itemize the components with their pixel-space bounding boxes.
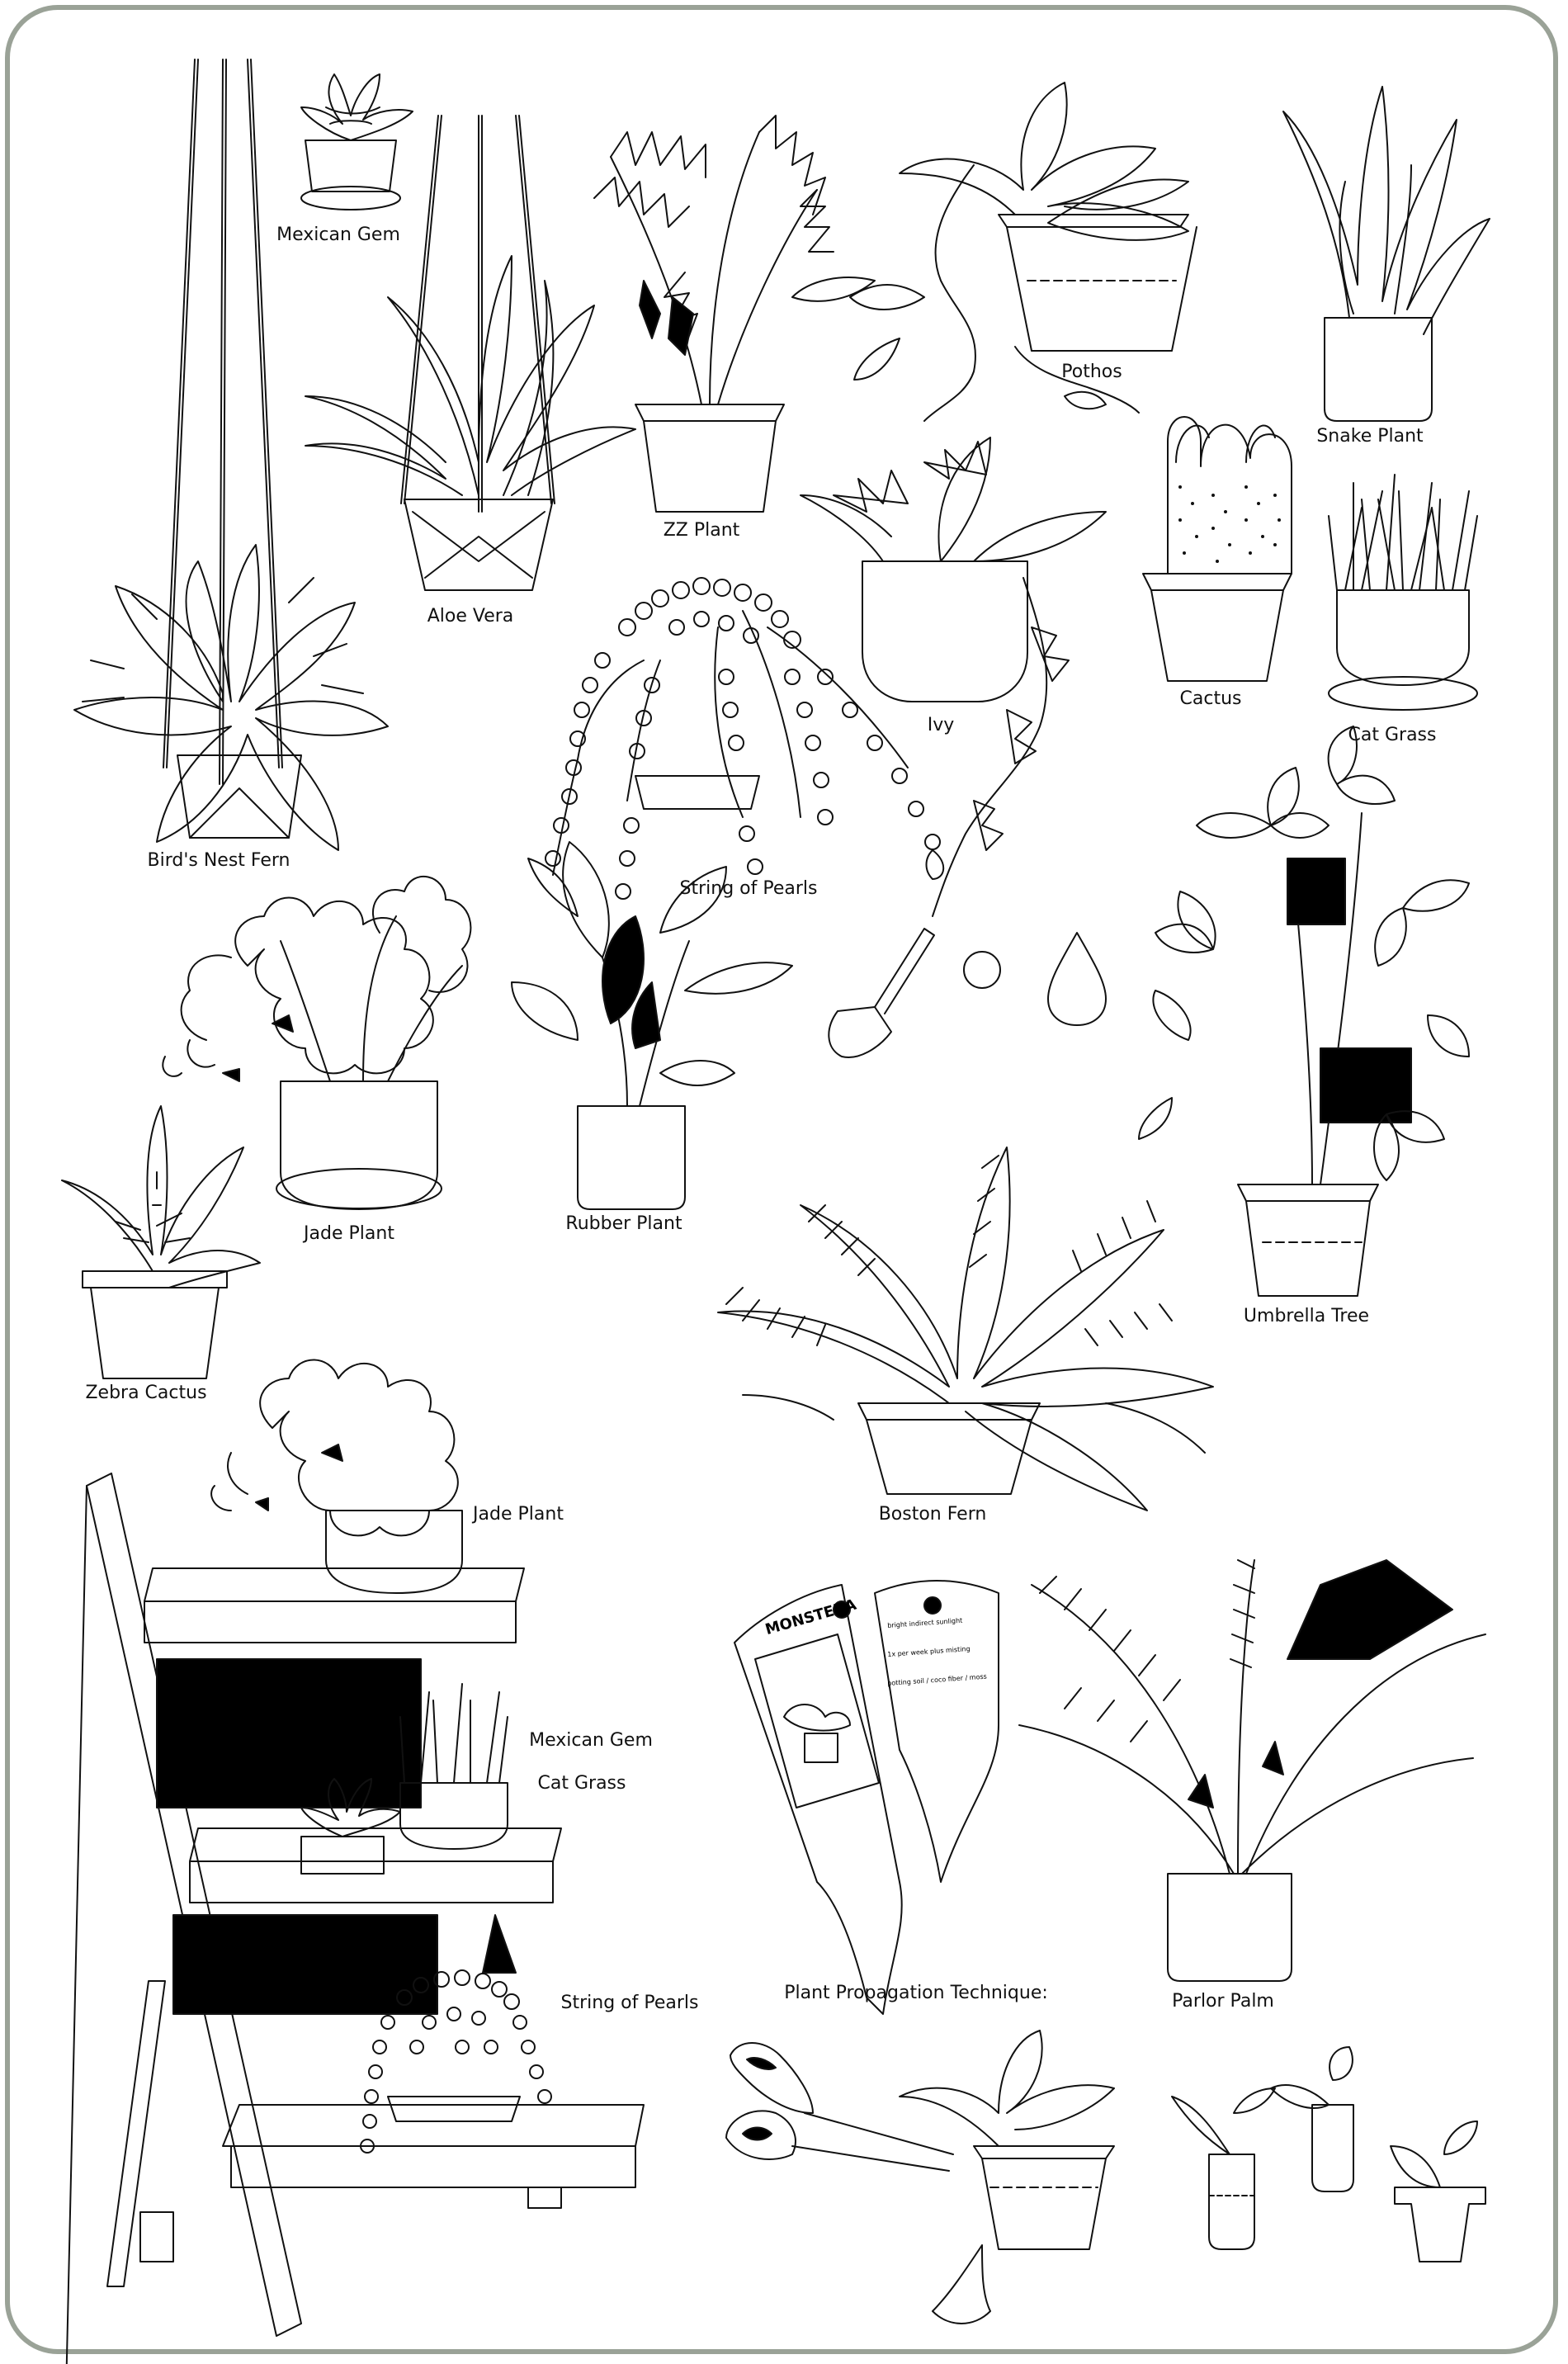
- ivy-illustration: [801, 437, 1106, 916]
- jade-plant-illustration: [163, 877, 470, 1209]
- plant-tag-title: MONSTERA: [763, 1596, 858, 1639]
- cactus-illustration: [1143, 417, 1292, 681]
- label-plant-propagation: Plant Propagation Technique:: [784, 1983, 1048, 2003]
- plant-tag-care-2: 1x per week plus misting: [887, 1644, 971, 1658]
- label-jade-plant: Jade Plant: [304, 1223, 394, 1244]
- label-cactus: Cactus: [1179, 688, 1242, 709]
- shelf-jade-plant-illustration: [211, 1360, 462, 1594]
- pearls: [545, 578, 940, 899]
- umbrella-tree-illustration: [1139, 726, 1469, 1296]
- label-snake-plant: Snake Plant: [1316, 426, 1424, 447]
- label-boston-fern: Boston Fern: [878, 1504, 987, 1525]
- label-cat-grass: Cat Grass: [1348, 725, 1437, 745]
- label-parlor-palm: Parlor Palm: [1172, 1991, 1274, 2012]
- label-string-of-pearls: String of Pearls: [679, 878, 818, 899]
- parlor-palm-illustration: [1019, 1560, 1485, 1981]
- label-zebra-cactus: Zebra Cactus: [85, 1383, 207, 1403]
- propagation-illustration: [726, 2031, 1485, 2324]
- snake-plant-illustration: [1283, 87, 1490, 421]
- label-birds-nest-fern: Bird's Nest Fern: [147, 850, 290, 871]
- garden-tools-illustration: [829, 929, 1106, 1057]
- label-zz-plant: ZZ Plant: [663, 520, 740, 541]
- label-rubber-plant: Rubber Plant: [565, 1213, 682, 1234]
- label-shelf-jade-plant: Jade Plant: [473, 1504, 564, 1525]
- zz-plant-illustration: [594, 116, 834, 512]
- plant-tag-care-1: bright indirect sunlight: [887, 1616, 963, 1629]
- label-shelf-mexican-gem: Mexican Gem: [529, 1730, 653, 1751]
- string-of-pearls-illustration: [545, 578, 940, 899]
- birds-nest-fern-illustration: [74, 59, 388, 850]
- label-mexican-gem: Mexican Gem: [276, 225, 400, 245]
- label-umbrella-tree: Umbrella Tree: [1243, 1306, 1370, 1326]
- plant-tag-care-3: potting soil / coco fiber / moss: [887, 1672, 988, 1687]
- label-ivy: Ivy: [927, 715, 955, 735]
- label-aloe-vera: Aloe Vera: [427, 606, 514, 626]
- plant-shelf-illustration: [66, 1473, 644, 2364]
- cactus-dots: [1178, 485, 1281, 563]
- zebra-cactus-illustration: [62, 1106, 260, 1378]
- label-shelf-string-of-pearls: String of Pearls: [560, 1993, 699, 2013]
- label-pothos: Pothos: [1061, 362, 1122, 382]
- pothos-illustration: [792, 83, 1197, 421]
- boston-fern-illustration: [718, 1147, 1213, 1511]
- label-shelf-cat-grass: Cat Grass: [537, 1773, 626, 1794]
- mexican-gem-illustration: [301, 74, 413, 210]
- cat-grass-illustration: [1329, 475, 1477, 710]
